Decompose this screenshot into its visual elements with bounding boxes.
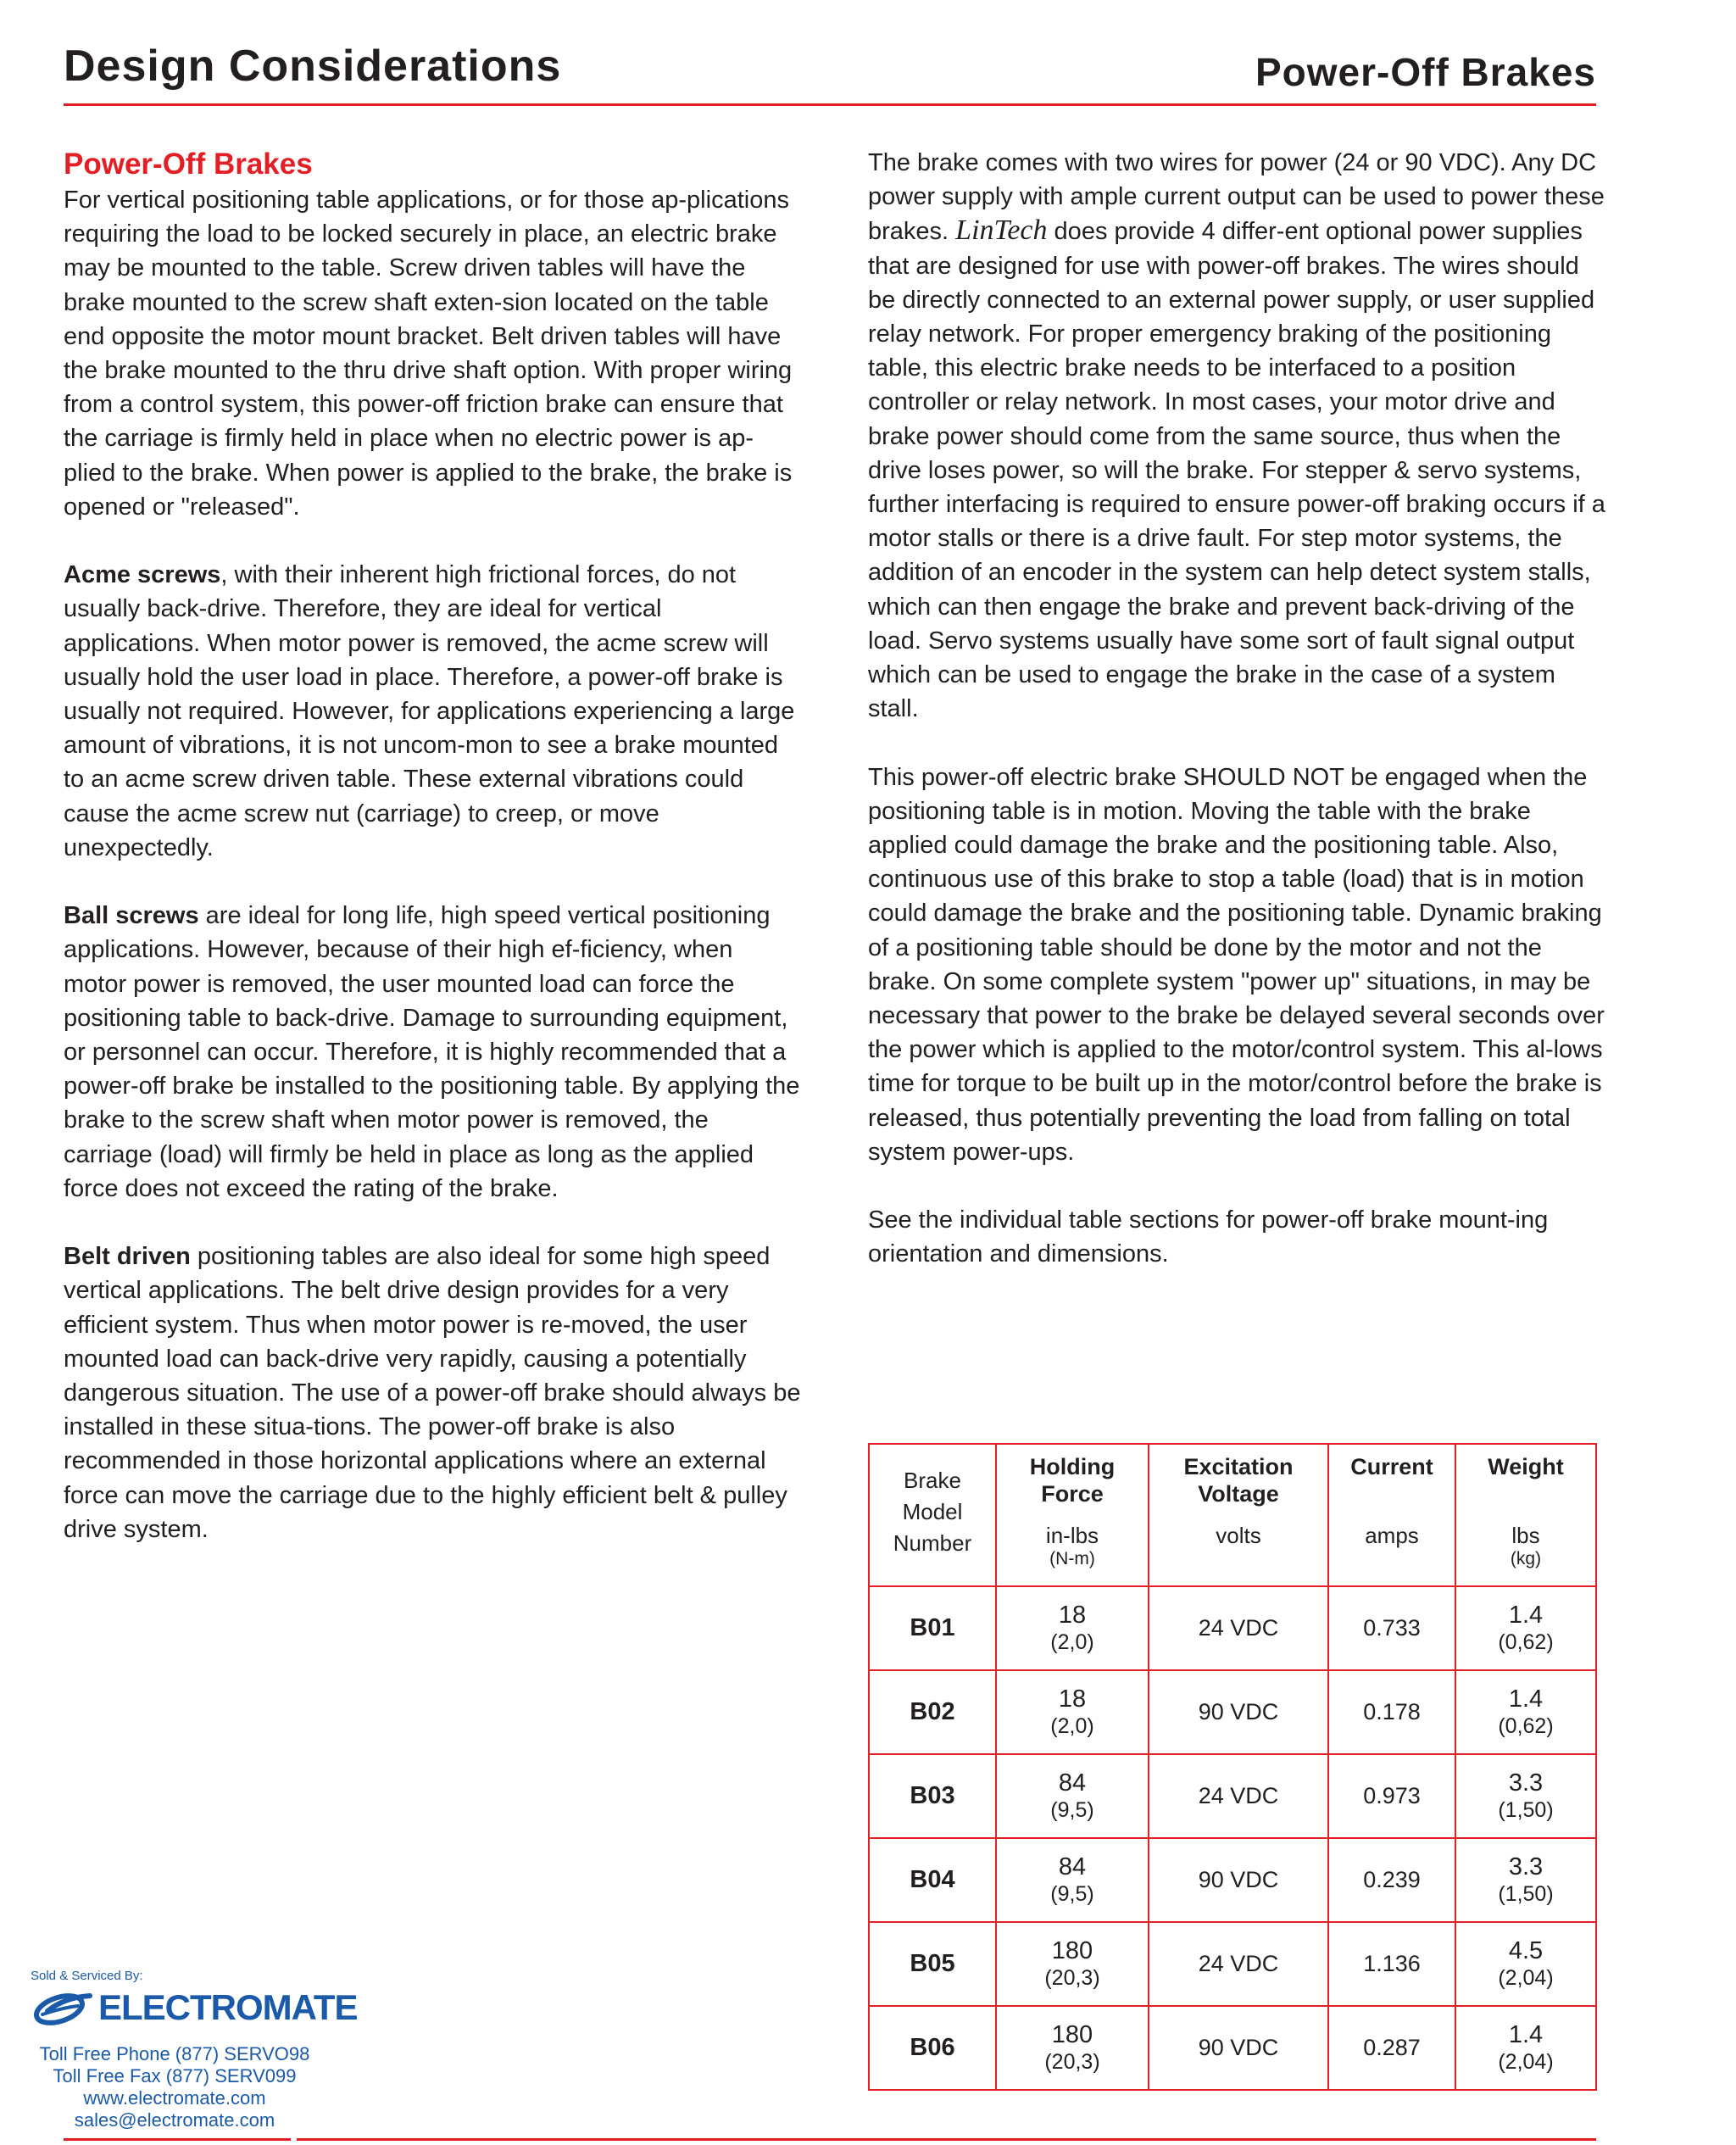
- weight-metric: (2,04): [1498, 1966, 1554, 1990]
- acme-screws-text: , with their inherent high frictional forces, do not usually back-drive. Therefore, they are ideal for vertical applications. When motor power is removed, the acme screw will usually hold the user load in place. Therefore, a power-off brake is usually not required. However, for applications experiencing a large amount of vibrations, it is not uncom-mon to see a brake mounted to an acme screw driven table. These external vibrations could cause the acme screw nut (carriage) to creep, or move unexpectedly.: [64, 561, 795, 861]
- current: 0.178: [1328, 1670, 1455, 1754]
- current: 0.287: [1328, 2006, 1455, 2090]
- holding-force-cell: [996, 1670, 1149, 1754]
- header-model-line1: Brake: [904, 1468, 961, 1493]
- belt-driven-term: Belt driven: [64, 1243, 191, 1271]
- header-holding-line2: Force: [1041, 1481, 1104, 1507]
- model-number: B03: [869, 1754, 996, 1838]
- table-header-row: [869, 1444, 1596, 1586]
- excitation-voltage: 90 VDC: [1149, 1670, 1328, 1754]
- header-weight-unit: lbs: [1511, 1523, 1540, 1548]
- current: 1.136: [1328, 1922, 1455, 2006]
- header-holding-unit-metric: (N-m): [1049, 1549, 1095, 1568]
- lintech-brand: LinTech: [955, 214, 1048, 247]
- ball-screws-term: Ball screws: [64, 902, 199, 930]
- holding-force: 180: [1051, 2021, 1093, 2048]
- header-model-line3: Number: [893, 1530, 972, 1556]
- weight-cell: [1455, 1838, 1596, 1922]
- holding-force: 84: [1058, 1769, 1087, 1797]
- table-row: [869, 1586, 1596, 1670]
- sold-by-label: Sold & Serviced By:: [31, 1969, 143, 1983]
- weight-metric: (2,04): [1498, 2050, 1554, 2074]
- warning-paragraph: This power-off electric brake SHOULD NOT be engaged when the positioning table is in motion. Moving the table with the brake applied could damage the brake and the positioning table. Also, continuous use of this brake to stop a table (load) that is in motion could damage the brake and the positioning table. Dynamic braking of a positioning table should be done by the motor and not the brake. On some complete system "power up" situations, in may be necessary that power to the brake be delayed several seconds over the power which is applied to the motor/control system. This al-lows time for torque to be built up in the motor/control before the brake is released, thus potentially preventing the load from falling on total system power-ups.: [868, 763, 1605, 1166]
- header-weight: [1455, 1444, 1596, 1586]
- right-column: [868, 146, 1605, 1306]
- current: 0.733: [1328, 1586, 1455, 1670]
- weight: 1.4: [1508, 1685, 1544, 1713]
- weight-cell: [1455, 1754, 1596, 1838]
- wiring-text-start: The brake comes with two wires for power (24 or 90 VDC). Any DC power supply with ample current output can be used to power these brakes.: [868, 149, 1605, 246]
- header-current-unit: amps: [1365, 1523, 1419, 1548]
- reference-paragraph: See the individual table sections for power-off brake mount-ing orientation and dimensions.: [868, 1206, 1549, 1268]
- holding-force-cell: [996, 2006, 1149, 2090]
- holding-force-metric: (2,0): [1050, 1630, 1094, 1654]
- holding-force-cell: [996, 1922, 1149, 2006]
- page-title: Design Considerations: [64, 42, 562, 91]
- header-excitation-unit: volts: [1216, 1523, 1261, 1548]
- header-holding-unit: in-lbs: [1045, 1523, 1099, 1548]
- header-divider: [64, 103, 1596, 106]
- holding-force-metric: (9,5): [1050, 1798, 1094, 1822]
- footer-divider-right: [297, 2138, 1596, 2141]
- wiring-paragraph: [868, 146, 1605, 726]
- header-current: [1328, 1444, 1455, 1586]
- holding-force-cell: [996, 1838, 1149, 1922]
- weight-cell: [1455, 1586, 1596, 1670]
- header-excitation-line2: Voltage: [1198, 1481, 1279, 1507]
- footer-divider-left: [64, 2138, 291, 2141]
- header-weight-unit-metric: (kg): [1510, 1549, 1542, 1568]
- section-heading: Power-Off Brakes: [64, 148, 313, 181]
- excitation-voltage: 24 VDC: [1149, 1754, 1328, 1838]
- holding-force-cell: [996, 1754, 1149, 1838]
- acme-screws-term: Acme screws: [64, 561, 221, 589]
- brake-spec-table: [868, 1443, 1597, 2091]
- model-number: B01: [869, 1586, 996, 1670]
- intro-paragraph: For vertical positioning table applications, or for those ap-plications requiring the load to be locked securely in place, an electric brake may be mounted to the table. Screw driven tables will have the brake mounted to the screw shaft exten-sion located on the table end opposite the motor mount bracket. Belt driven tables will have the brake mounted to the thru drive shaft option. With proper wiring from a control system, this power-off friction brake can ensure that the carriage is firmly held in place when no electric power is ap-plied to the brake. When power is applied to the brake, the brake is opened or "released".: [64, 187, 793, 521]
- weight: 1.4: [1508, 2021, 1544, 2048]
- weight-metric: (1,50): [1498, 1882, 1554, 1906]
- model-number: B02: [869, 1670, 996, 1754]
- holding-force-metric: (2,0): [1050, 1714, 1094, 1738]
- weight-cell: [1455, 2006, 1596, 2090]
- holding-force: 18: [1058, 1685, 1087, 1713]
- holding-force: 84: [1058, 1853, 1087, 1880]
- table-row: [869, 2006, 1596, 2090]
- weight-cell: [1455, 1922, 1596, 2006]
- phone-line: Toll Free Phone (877) SERVO98: [39, 2043, 310, 2064]
- electromate-swoosh-icon: [31, 1989, 97, 2026]
- model-number: B05: [869, 1922, 996, 2006]
- table-row: [869, 1922, 1596, 2006]
- header-model: [869, 1444, 996, 1586]
- page-section-title: Power-Off Brakes: [1255, 50, 1596, 94]
- brand-name: ELECTROMATE: [98, 1987, 358, 2027]
- holding-force-metric: (20,3): [1044, 1966, 1100, 1990]
- website-link[interactable]: www.electromate.com: [83, 2087, 266, 2109]
- acme-screws-paragraph: [64, 558, 801, 865]
- ball-screws-paragraph: [64, 899, 801, 1206]
- holding-force-cell: [996, 1586, 1149, 1670]
- excitation-voltage: 90 VDC: [1149, 1838, 1328, 1922]
- weight: 3.3: [1508, 1853, 1544, 1880]
- belt-driven-paragraph: [64, 1240, 801, 1546]
- contact-info: [31, 2043, 319, 2131]
- current: 0.239: [1328, 1838, 1455, 1922]
- header-weight-line1: Weight: [1488, 1454, 1564, 1479]
- excitation-voltage: 24 VDC: [1149, 1586, 1328, 1670]
- holding-force: 18: [1058, 1602, 1087, 1629]
- weight-metric: (0,62): [1498, 1714, 1554, 1738]
- excitation-voltage: 90 VDC: [1149, 2006, 1328, 2090]
- left-column: [64, 146, 801, 1580]
- header-current-line1: Current: [1350, 1454, 1433, 1479]
- holding-force: 180: [1051, 1937, 1093, 1964]
- weight-metric: (0,62): [1498, 1630, 1554, 1654]
- table-row: [869, 1838, 1596, 1922]
- header-model-line2: Model: [902, 1499, 963, 1524]
- email-link[interactable]: sales@electromate.com: [74, 2109, 275, 2131]
- table-row: [869, 1670, 1596, 1754]
- weight: 3.3: [1508, 1769, 1544, 1797]
- distributor-logo: [31, 1986, 358, 2035]
- header-excitation-voltage: [1149, 1444, 1328, 1586]
- belt-driven-text: positioning tables are also ideal for some high speed vertical applications. The belt drive design provides for a very efficient system. Thus when motor power is re-moved, the user mounted load can back-drive very rapidly, causing a potentially dangerous situation. The use of a power-off brake should always be installed in these situa-tions. The power-off brake is also recommended in those horizontal applications where an external force can move the carriage due to the highly efficient belt & pulley drive system.: [64, 1243, 801, 1543]
- weight-metric: (1,50): [1498, 1798, 1554, 1822]
- header-holding-line1: Holding: [1029, 1454, 1116, 1479]
- table-row: [869, 1754, 1596, 1838]
- weight-cell: [1455, 1670, 1596, 1754]
- header-excitation-line1: Excitation: [1183, 1454, 1294, 1479]
- model-number: B04: [869, 1838, 996, 1922]
- model-number: B06: [869, 2006, 996, 2090]
- fax-line: Toll Free Fax (877) SERV099: [53, 2065, 297, 2086]
- holding-force-metric: (20,3): [1044, 2050, 1100, 2074]
- weight: 1.4: [1508, 1602, 1544, 1629]
- holding-force-metric: (9,5): [1050, 1882, 1094, 1906]
- ball-screws-text: are ideal for long life, high speed vertical positioning applications. However, because of their high ef-ficiency, when motor power is removed, the user mounted load can force the positioning table to back-drive. Damage to surrounding equipment, or personnel can occur. Therefore, it is highly recommended that a power-off brake be installed to the positioning table. By applying the brake to the screw shaft when motor power is removed, the carriage (load) will firmly be held in place as long as the applied force does not exceed the rating of the brake.: [64, 902, 800, 1202]
- header-holding-force: [996, 1444, 1149, 1586]
- weight: 4.5: [1508, 1937, 1544, 1964]
- wiring-text-end: does provide 4 differ-ent optional power supplies that are designed for use with power-off brakes. The wires should be directly connected to an external power supply, or user supplied relay network. For proper emergency braking of the positioning table, this electric brake needs to be interfaced to a position controller or relay network. In most cases, your motor drive and brake power should come from the same source, thus when the drive loses power, so will the brake. For stepper & servo systems, further interfacing is required to ensure power-off braking occurs if a motor stalls or there is a drive fault. For step motor systems, the addition of an encoder in the system can help detect system stalls, which can then engage the brake and prevent back-driving of the load. Servo systems usually have some sort of fault signal output which can be used to engage the brake in the case of a system stall.: [868, 218, 1605, 723]
- current: 0.973: [1328, 1754, 1455, 1838]
- excitation-voltage: 24 VDC: [1149, 1922, 1328, 2006]
